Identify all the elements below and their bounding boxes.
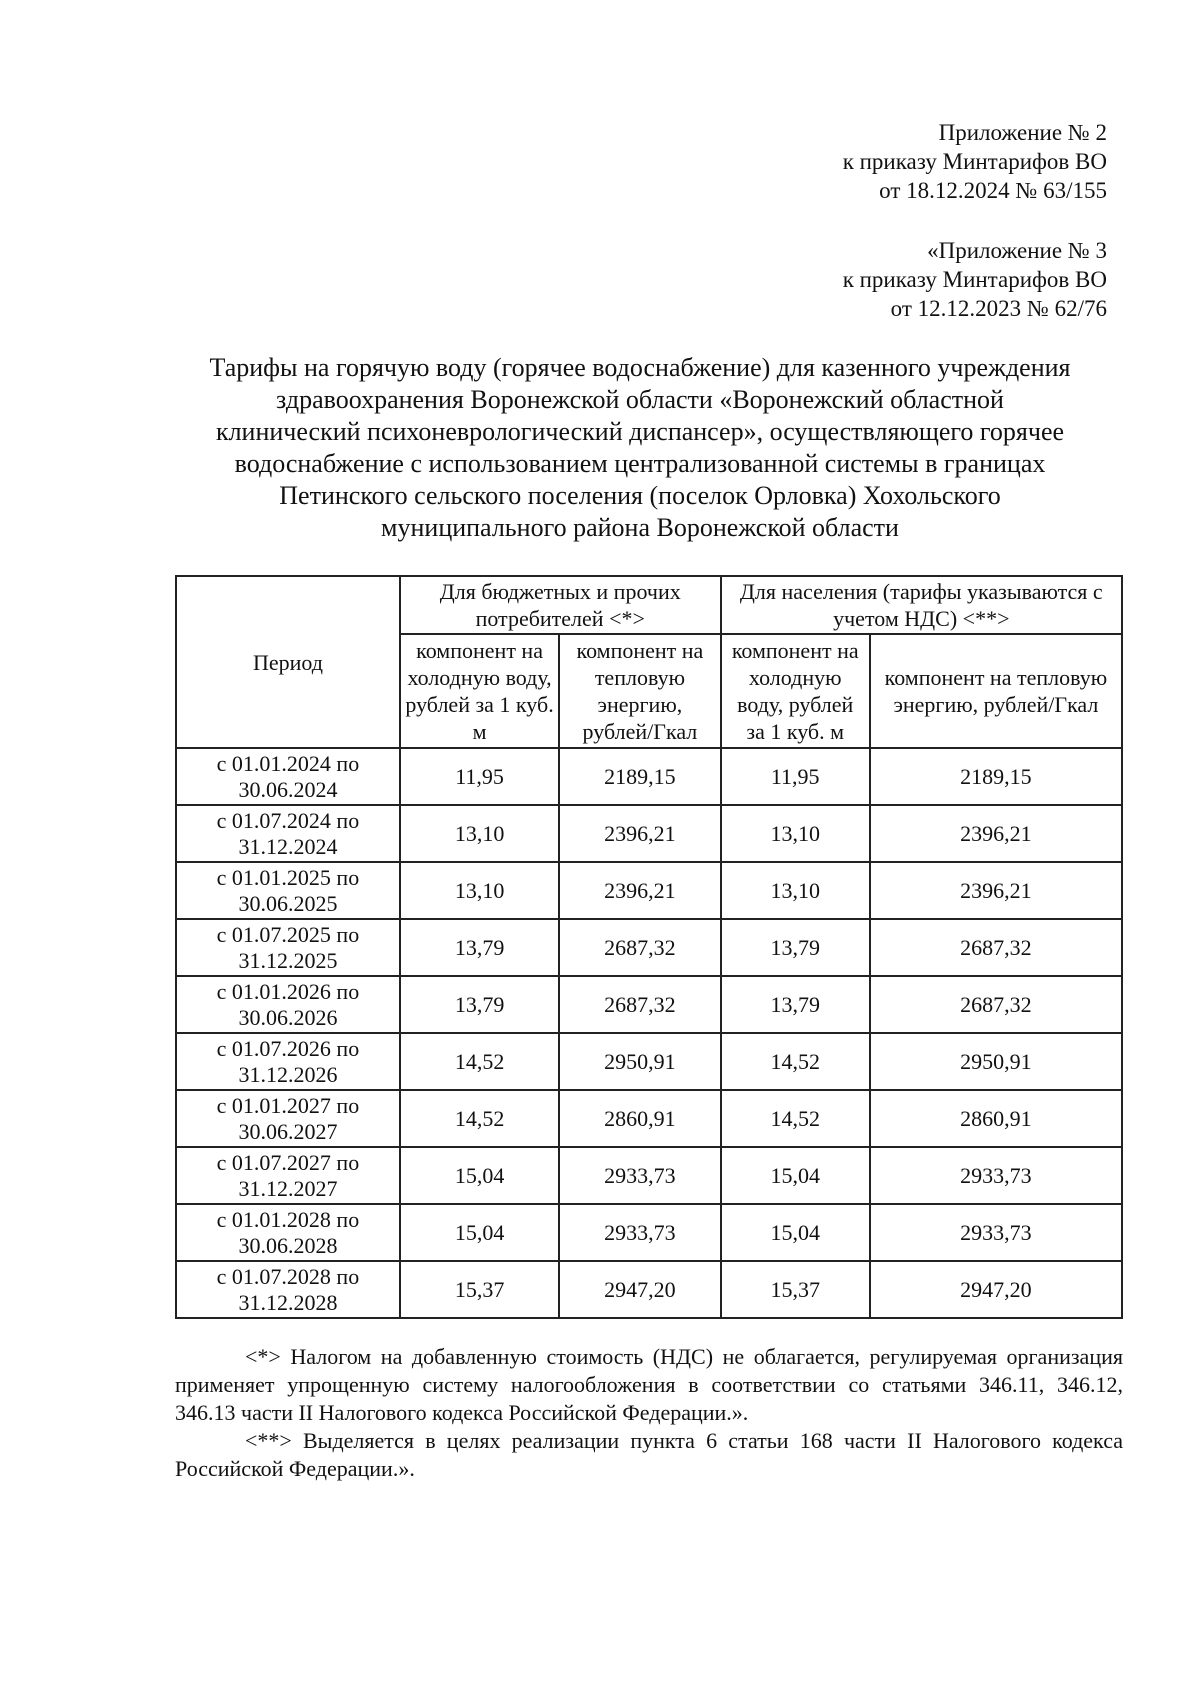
heat-energy-budget-value: 2396,21: [559, 862, 720, 919]
title-line: водоснабжение с использованием централизованной системы в границах: [234, 449, 1046, 478]
period-cell: [176, 1033, 400, 1090]
heat-energy-budget-value: 2950,91: [559, 1033, 720, 1090]
table-row: [176, 748, 1122, 805]
heat-energy-population-value: 2947,20: [870, 1261, 1122, 1318]
annex-order-date: от 18.12.2024 № 63/155: [879, 178, 1107, 203]
period-header: Период: [176, 576, 400, 748]
period-from: с 01.01.2028 по: [216, 1206, 360, 1232]
heat-energy-population-value: 2396,21: [870, 805, 1122, 862]
annex-number: Приложение № 2: [938, 120, 1107, 145]
cold-water-population-value: 15,04: [721, 1204, 870, 1261]
heat-energy-budget-value: 2687,32: [559, 919, 720, 976]
cold-water-budget-value: 14,52: [400, 1090, 559, 1147]
table-row: [176, 1033, 1122, 1090]
cold-water-budget-value: 13,79: [400, 919, 559, 976]
cold-water-budget-value: 15,04: [400, 1147, 559, 1204]
period-to: 30.06.2024: [238, 776, 338, 802]
population-header: Для населения (тарифы указываются с учетом НДС) <**>: [721, 576, 1122, 634]
period-cell: [176, 748, 400, 805]
heat-energy-population-value: 2396,21: [870, 862, 1122, 919]
period-to: 30.06.2028: [238, 1232, 338, 1258]
heat-energy-population-value: 2860,91: [870, 1090, 1122, 1147]
annex-order-name: к приказу Минтарифов ВО: [842, 149, 1107, 174]
footnote-vat-exempt: <*> Налогом на добавленную стоимость (НДС) не облагается, регулируемая организация применяет упрощенную систему налогообложения в соответствии со статьями 346.11, 346.12, 346.13 части II Налогового кодекса Российской Федерации.».: [175, 1344, 1123, 1425]
heat-energy-population-value: 2687,32: [870, 976, 1122, 1033]
cold-water-budget-value: 15,37: [400, 1261, 559, 1318]
document-title: [160, 352, 1120, 544]
period-to: 31.12.2026: [238, 1061, 338, 1087]
period-from: с 01.07.2027 по: [216, 1149, 360, 1175]
period-to: 31.12.2027: [238, 1175, 338, 1201]
footnotes: [175, 1343, 1123, 1483]
period-from: с 01.07.2028 по: [216, 1263, 360, 1289]
heat-energy-population-value: 2687,32: [870, 919, 1122, 976]
title-line: клинический психоневрологический диспансер», осуществляющего горячее: [215, 417, 1065, 446]
period-cell: [176, 805, 400, 862]
period-cell: [176, 1147, 400, 1204]
annex-order-date: от 12.12.2023 № 62/76: [890, 296, 1107, 321]
period-to: 31.12.2025: [238, 947, 338, 973]
heat-energy-budget-value: 2947,20: [559, 1261, 720, 1318]
table-row: [176, 805, 1122, 862]
period-from: с 01.01.2024 по: [216, 750, 360, 776]
cold-water-population-value: 13,79: [721, 919, 870, 976]
cold-water-population-value: 15,37: [721, 1261, 870, 1318]
table-row: [176, 1204, 1122, 1261]
cold-water-population-value: 14,52: [721, 1090, 870, 1147]
heat-energy-budget-value: 2687,32: [559, 976, 720, 1033]
cold-water-budget-header: компонент на холодную воду, рублей за 1 куб. м: [400, 634, 559, 748]
period-from: с 01.01.2026 по: [216, 978, 360, 1004]
period-to: 30.06.2025: [238, 890, 338, 916]
cold-water-population-value: 13,10: [721, 805, 870, 862]
cold-water-population-value: 15,04: [721, 1147, 870, 1204]
heat-energy-budget-value: 2860,91: [559, 1090, 720, 1147]
cold-water-population-value: 11,95: [721, 748, 870, 805]
heat-energy-budget-value: 2933,73: [559, 1204, 720, 1261]
heat-energy-population-value: 2189,15: [870, 748, 1122, 805]
cold-water-population-header: компонент на холодную воду, рублей за 1 куб. м: [721, 634, 870, 748]
period-to: 30.06.2027: [238, 1118, 338, 1144]
cold-water-population-value: 13,10: [721, 862, 870, 919]
heat-energy-budget-value: 2189,15: [559, 748, 720, 805]
title-line: муниципального района Воронежской области: [381, 513, 899, 542]
annex-reference-current: [843, 118, 1107, 205]
period-to: 31.12.2028: [238, 1289, 338, 1315]
cold-water-budget-value: 15,04: [400, 1204, 559, 1261]
tariff-table: [175, 575, 1123, 1319]
period-cell: [176, 1090, 400, 1147]
period-from: с 01.01.2025 по: [216, 864, 360, 890]
heat-energy-budget-value: 2933,73: [559, 1147, 720, 1204]
heat-energy-population-value: 2950,91: [870, 1033, 1122, 1090]
heat-energy-population-header: компонент на тепловую энергию, рублей/Гкал: [870, 634, 1122, 748]
heat-energy-budget-value: 2396,21: [559, 805, 720, 862]
annex-order-name: к приказу Минтарифов ВО: [842, 267, 1107, 292]
table-row: [176, 1090, 1122, 1147]
annex-number: «Приложение № 3: [927, 238, 1107, 263]
period-from: с 01.07.2026 по: [216, 1035, 360, 1061]
period-to: 30.06.2026: [238, 1004, 338, 1030]
table-row: [176, 1147, 1122, 1204]
table-row: [176, 862, 1122, 919]
period-to: 31.12.2024: [238, 833, 338, 859]
period-cell: [176, 976, 400, 1033]
period-cell: [176, 1204, 400, 1261]
period-from: с 01.07.2024 по: [216, 807, 360, 833]
period-cell: [176, 919, 400, 976]
cold-water-population-value: 13,79: [721, 976, 870, 1033]
period-from: с 01.07.2025 по: [216, 921, 360, 947]
heat-energy-population-value: 2933,73: [870, 1204, 1122, 1261]
title-line: Петинского сельского поселения (поселок Орловка) Хохольского: [279, 481, 1001, 510]
cold-water-budget-value: 11,95: [400, 748, 559, 805]
heat-energy-budget-header: компонент на тепловую энергию, рублей/Гкал: [559, 634, 720, 748]
cold-water-budget-value: 14,52: [400, 1033, 559, 1090]
footnote-vat-allocation: <**> Выделяется в целях реализации пункта 6 статьи 168 части II Налогового кодекса Российской Федерации.».: [175, 1428, 1123, 1481]
budget-consumers-header: Для бюджетных и прочих потребителей <*>: [400, 576, 721, 634]
table-row: [176, 976, 1122, 1033]
heat-energy-population-value: 2933,73: [870, 1147, 1122, 1204]
period-cell: [176, 1261, 400, 1318]
table-row: [176, 919, 1122, 976]
period-cell: [176, 862, 400, 919]
table-row: [176, 1261, 1122, 1318]
cold-water-population-value: 14,52: [721, 1033, 870, 1090]
title-line: здравоохранения Воронежской области «Воронежский областной: [276, 385, 1004, 414]
cold-water-budget-value: 13,10: [400, 862, 559, 919]
cold-water-budget-value: 13,79: [400, 976, 559, 1033]
cold-water-budget-value: 13,10: [400, 805, 559, 862]
period-from: с 01.01.2027 по: [216, 1092, 360, 1118]
annex-reference-previous: [843, 236, 1107, 323]
title-line: Тарифы на горячую воду (горячее водоснабжение) для казенного учреждения: [209, 353, 1071, 382]
